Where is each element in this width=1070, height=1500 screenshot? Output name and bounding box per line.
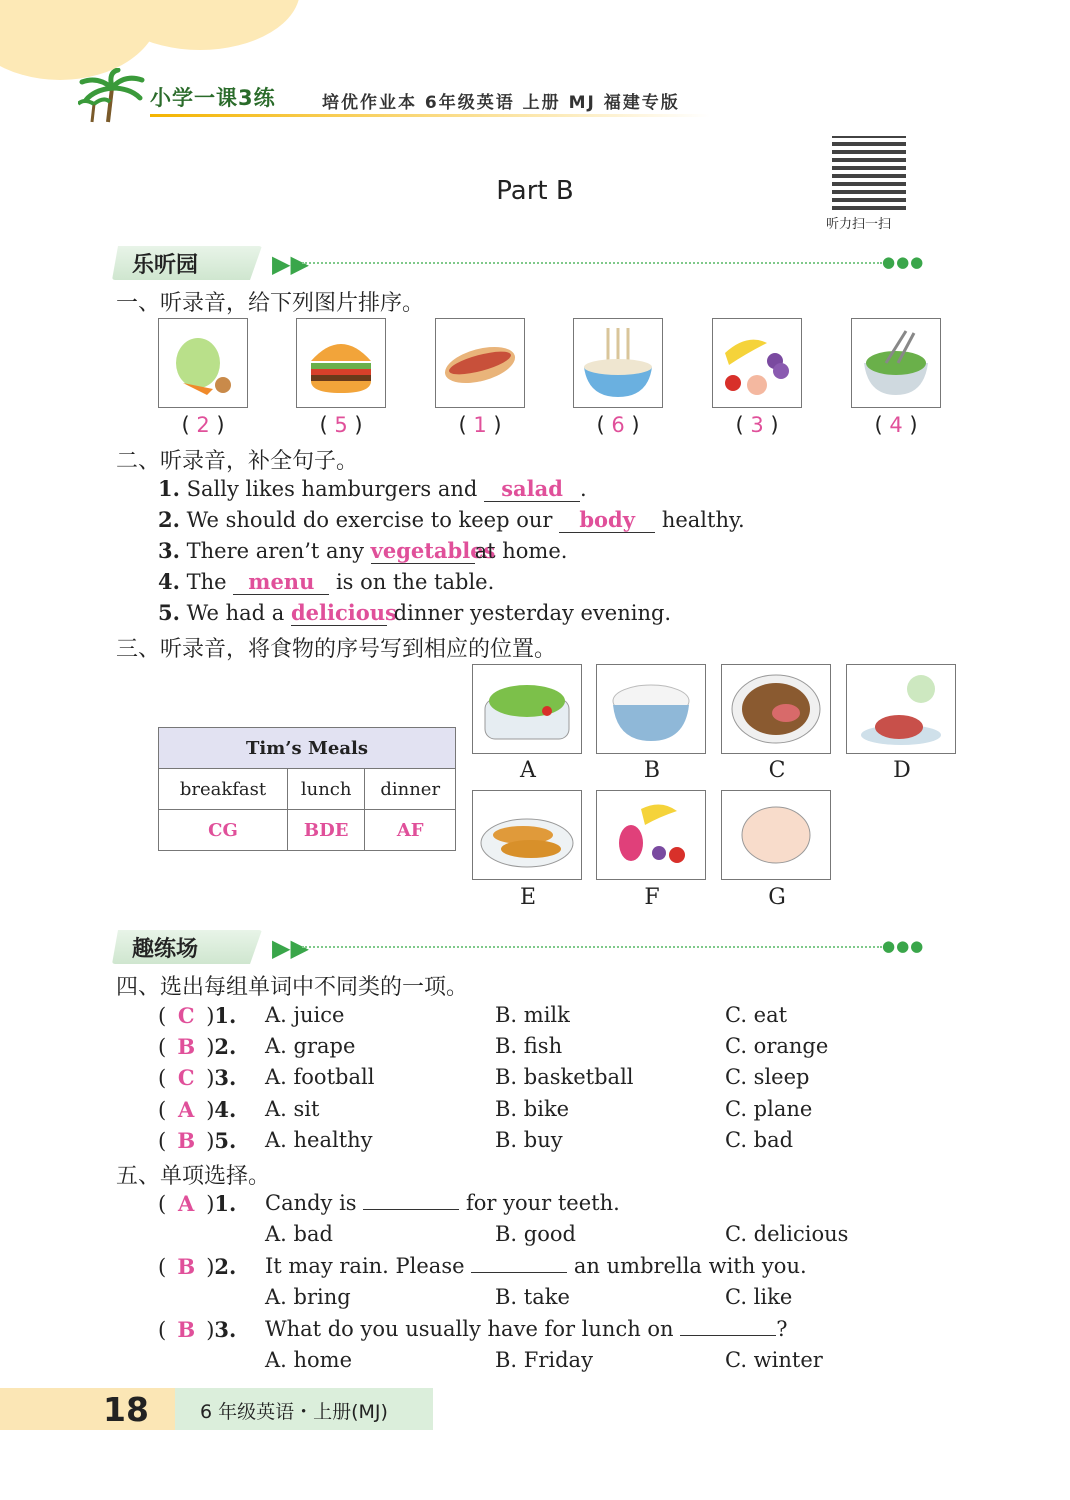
sentence-2: 2. We should do exercise to keep our body healthy. — [158, 507, 745, 532]
picture-label: F — [644, 885, 660, 910]
dots-icon: ●●● — [882, 937, 925, 955]
section-5-title: 五、单项选择。 — [116, 1164, 271, 1189]
meals-table — [158, 727, 456, 851]
qr-label: 听力扫一扫 — [826, 217, 892, 232]
picture-label: E — [519, 885, 537, 910]
answer-paren: ( 1 ) — [458, 413, 502, 437]
section-banner-practice — [112, 930, 932, 966]
sentence-4: 4. The menu is on the table. — [158, 569, 495, 594]
qr-code[interactable] — [832, 136, 906, 210]
section-3-title: 三、听录音，将食物的序号写到相应的位置。 — [116, 637, 557, 662]
food-picture-e — [472, 790, 582, 880]
picture-noodles — [573, 318, 663, 408]
section-2-title: 二、听录音，补全句子。 — [116, 449, 359, 474]
section-4-title: 四、选出每组单词中不同类的一项。 — [116, 975, 469, 1000]
picture-label: D — [893, 758, 911, 783]
page-title: Part B — [496, 176, 574, 206]
page-number-box — [0, 1388, 175, 1430]
table-header: lunch — [287, 769, 364, 810]
food-picture-a — [472, 664, 582, 754]
banner-label: 趣练场 — [132, 937, 199, 962]
book-subtitle: 培优作业本 6年级英语 上册 MJ 福建专版 — [322, 93, 680, 113]
picture-hot-dog — [435, 318, 525, 408]
picture-label: B — [643, 758, 661, 783]
food-picture-b — [596, 664, 706, 754]
food-picture-c — [721, 664, 831, 754]
sentence-1: 1. Sally likes hamburgers and salad . — [158, 476, 587, 501]
table-header: breakfast — [159, 769, 288, 810]
header-underline — [150, 114, 710, 117]
table-header: dinner — [365, 769, 456, 810]
food-picture-f — [596, 790, 706, 880]
table-title: Tim’s Meals — [159, 728, 456, 769]
question-row: ( B )3. What do you usually have for lunch on ? — [158, 1317, 788, 1342]
answer-paren: ( 2 ) — [181, 413, 225, 437]
brand-title: 小学一课3练 — [150, 86, 276, 110]
answer-paren: ( 3 ) — [735, 413, 779, 437]
sentence-3: 3. There aren’t any vegetablesat home. — [158, 538, 568, 563]
arrow-icon: ▶▶ — [272, 934, 309, 962]
choice-row: ( C )3. A. football B. basketball C. sleep — [158, 1065, 810, 1090]
dots-icon: ●●● — [882, 253, 925, 271]
section-1-title: 一、听录音，给下列图片排序。 — [116, 291, 425, 316]
footer-label-box — [175, 1388, 433, 1430]
table-answer: BDE — [287, 810, 364, 851]
answer-paren: ( 6 ) — [596, 413, 640, 437]
answer-paren: ( 5 ) — [319, 413, 363, 437]
table-answer: CG — [159, 810, 288, 851]
dotted-divider — [302, 262, 882, 264]
question-row: ( B )2. It may rain. Please an umbrella with you. — [158, 1254, 807, 1279]
page-number: 18 — [103, 1390, 149, 1429]
sentence-5: 5. We had a delicious dinner yesterday evening. — [158, 600, 672, 625]
picture-label: G — [768, 885, 786, 910]
choice-row: ( A )4. A. sit B. bike C. plane — [158, 1097, 813, 1122]
answer-paren: ( 4 ) — [874, 413, 918, 437]
arrow-icon: ▶▶ — [272, 250, 309, 278]
food-picture-d — [846, 664, 956, 754]
banner-label: 乐听园 — [132, 253, 199, 278]
picture-salad — [851, 318, 941, 408]
question-row: ( A )1. Candy is for your teeth. — [158, 1191, 620, 1216]
footer-label: 6 年级英语・上册(MJ) — [200, 1401, 388, 1423]
choice-row: ( B )2. A. grape B. fish C. orange — [158, 1034, 829, 1059]
palm-tree-icon — [78, 68, 148, 124]
picture-vegetables — [158, 318, 248, 408]
picture-label: A — [520, 758, 536, 783]
choice-row: ( B )5. A. healthy B. buy C. bad — [158, 1128, 794, 1153]
food-picture-g — [721, 790, 831, 880]
picture-hamburger — [296, 318, 386, 408]
choice-row: ( C )1. A. juice B. milk C. eat — [158, 1003, 788, 1028]
dotted-divider — [302, 946, 882, 948]
picture-fruits — [712, 318, 802, 408]
picture-label: C — [768, 758, 786, 783]
section-banner-listening — [112, 246, 932, 282]
table-answer: AF — [365, 810, 456, 851]
